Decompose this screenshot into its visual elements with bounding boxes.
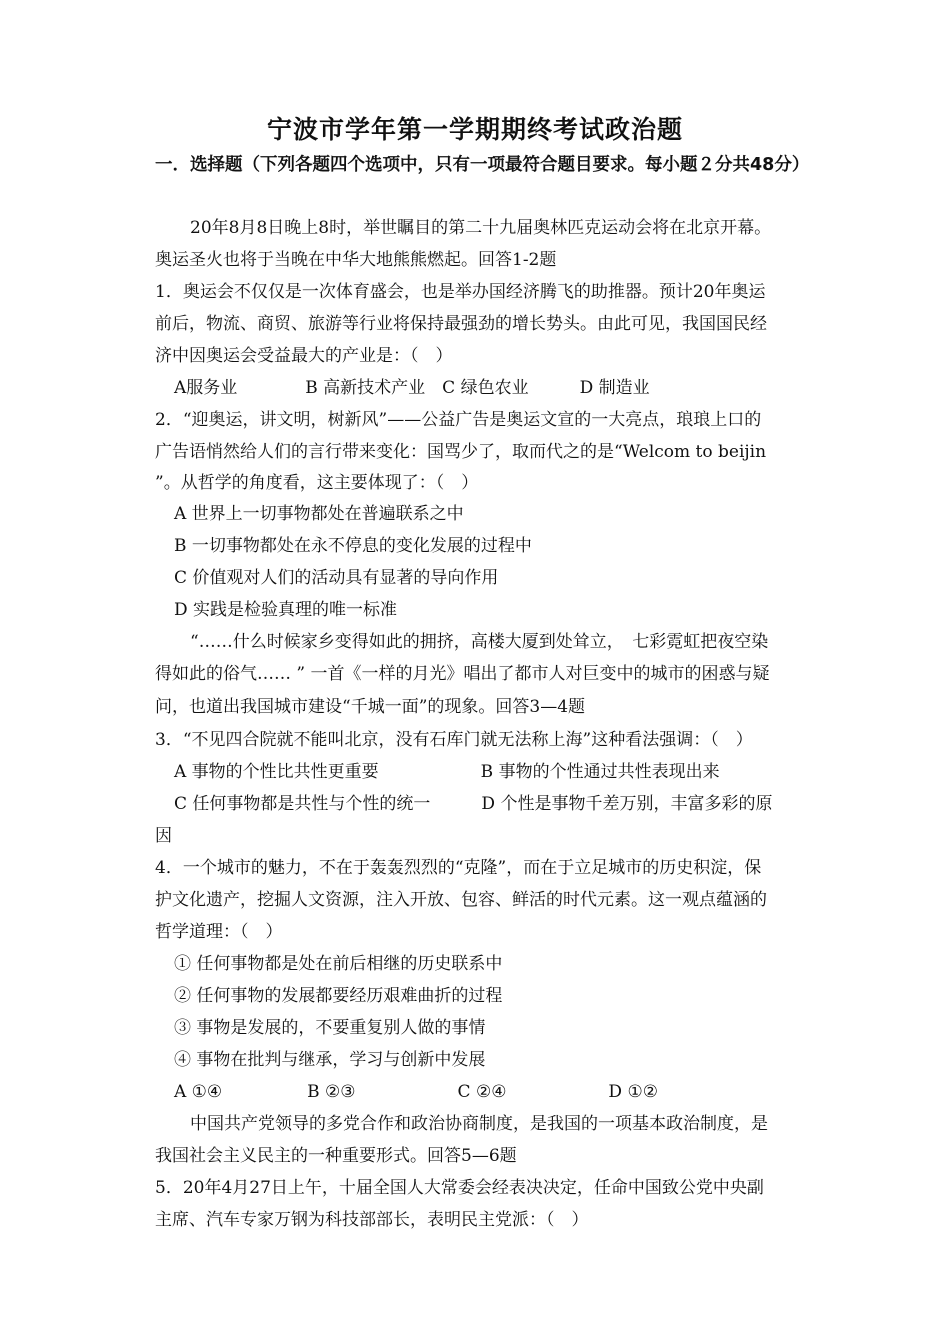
passage-line: 问，也道出我国城市建设“千城一面”的现象。回答3—4题 — [155, 697, 586, 717]
question-line: 2．“迎奥运，讲文明，树新风”——公益广告是奥运文宣的一大亮点，琅琅上口的 — [155, 410, 762, 430]
question-line: 4．一个城市的魅力，不在于轰轰烈烈的“克隆”，而在于立足城市的历史积淀，保 — [155, 858, 762, 878]
passage-line: 奥运圣火也将于当晚在中华大地熊熊燃起。回答1-2题 — [155, 250, 557, 270]
section-heading: 一．选择题（下列各题四个选项中，只有一项最符合题目要求。每小题２分共48分） — [155, 155, 810, 175]
statement-line: ① 任何事物都是处在前后相继的历史联系中 — [174, 954, 503, 974]
statement-line: ② 任何事物的发展都要经历艰难曲折的过程 — [174, 986, 503, 1006]
question-line: 广告语悄然给人们的言行带来变化：国骂少了，取而代之的是“Welcom to beijin — [155, 442, 767, 462]
statement-line: ③ 事物是发展的，不要重复别人做的事情 — [174, 1018, 486, 1038]
statement-line: ④ 事物在批判与继承，学习与创新中发展 — [174, 1050, 486, 1070]
option-line: A 世界上一切事物都处在普遍联系之中 — [174, 504, 464, 524]
question-line: ”。从哲学的角度看，这主要体现了：（ ） — [155, 473, 479, 493]
question-line: 5．20年4月27日上午，十届全国人大常委会经表决决定，任命中国致公党中央副 — [155, 1178, 764, 1198]
option-line: 因 — [155, 826, 172, 846]
option-line: C 任何事物都是共性与个性的统一 D 个性是事物千差万别，丰富多彩的原 — [174, 794, 773, 814]
option-line: D 实践是检验真理的唯一标准 — [174, 600, 398, 620]
passage-line: 我国社会主义民主的一种重要形式。回答5—6题 — [155, 1146, 517, 1166]
question-line: 济中因奥运会受益最大的产业是：（ ） — [155, 346, 453, 366]
option-line: A ①④ B ②③ C ②④ D ①② — [174, 1082, 658, 1102]
question-line: 主席、汽车专家万钢为科技部部长，表明民主党派：（ ） — [155, 1210, 589, 1230]
question-line: 哲学道理：（ ） — [155, 922, 283, 942]
option-line: B 一切事物都处在永不停息的变化发展的过程中 — [174, 536, 532, 556]
option-line: A 事物的个性比共性更重要 B 事物的个性通过共性表现出来 — [174, 762, 720, 782]
question-line: 前后，物流、商贸、旅游等行业将保持最强劲的增长势头。由此可见，我国国民经 — [155, 314, 767, 334]
passage-line: 中国共产党领导的多党合作和政治协商制度，是我国的一项基本政治制度，是 — [190, 1114, 768, 1134]
question-line: 3．“不见四合院就不能叫北京，没有石库门就无法称上海”这种看法强调：（ ） — [155, 730, 753, 750]
option-line: C 价值观对人们的活动具有显著的导向作用 — [174, 568, 499, 588]
passage-line: 得如此的俗气…… ” 一首《一样的月光》唱出了都市人对巨变中的城市的困惑与疑 — [155, 664, 770, 684]
question-line: 1．奥运会不仅仅是一次体育盛会，也是举办国经济腾飞的助推器。预计20年奥运 — [155, 282, 766, 302]
exam-title: 宁波市学年第一学期期终考试政治题 — [266, 115, 683, 144]
passage-line: “……什么时候家乡变得如此的拥挤，高楼大厦到处耸立， 七彩霓虹把夜空染 — [190, 632, 769, 652]
question-line: 护文化遗产，挖掘人文资源，注入开放、包容、鲜活的时代元素。这一观点蕴涵的 — [155, 890, 767, 910]
option-line: A服务业 B 高新技术产业 C 绿色农业 D 制造业 — [174, 378, 650, 398]
passage-line: 20年8月8日晚上8时，举世瞩目的第二十九届奥林匹克运动会将在北京开幕。 — [190, 218, 772, 238]
